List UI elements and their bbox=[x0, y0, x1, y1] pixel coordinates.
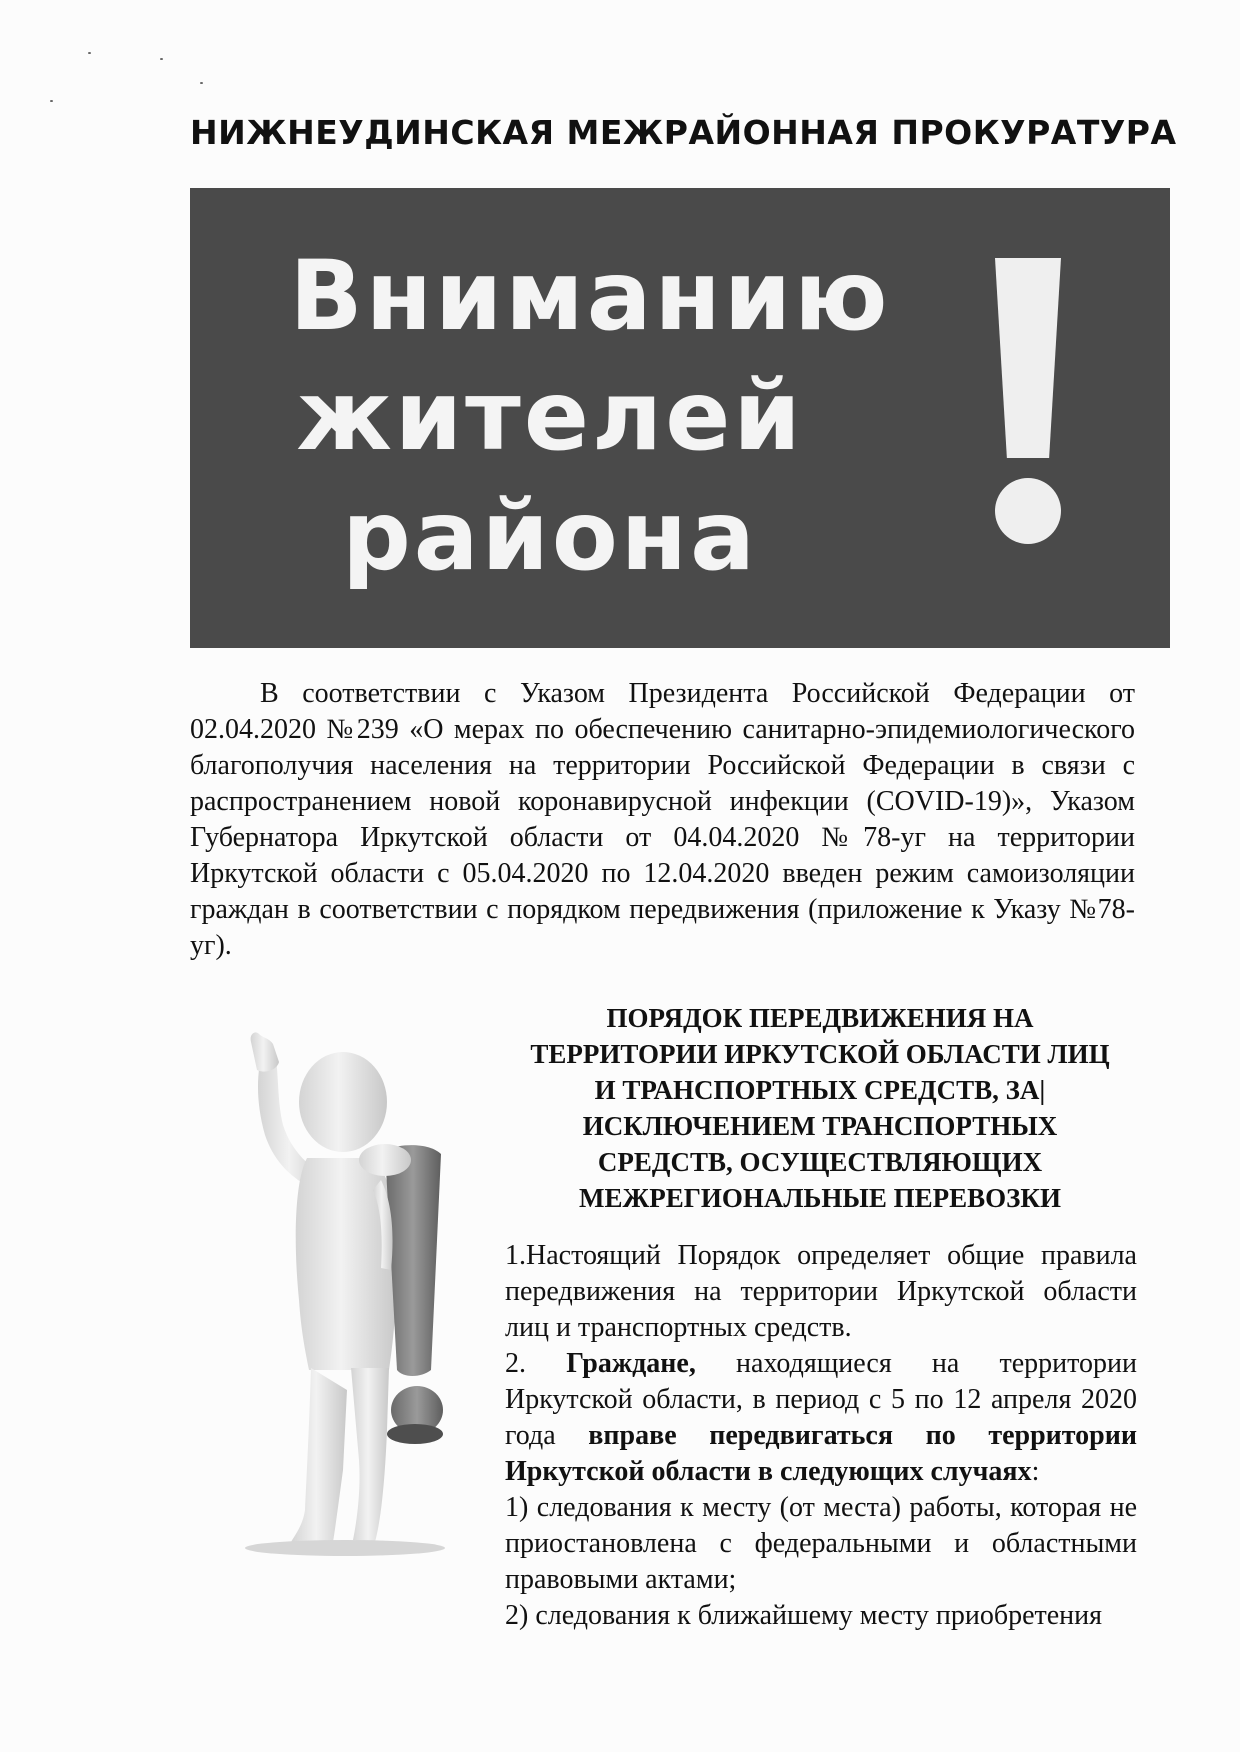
exclamation-dot-icon bbox=[995, 478, 1061, 544]
scan-speck bbox=[160, 58, 163, 60]
person-with-exclamation-illustration bbox=[235, 1030, 475, 1560]
order-title-line: МЕЖРЕГИОНАЛЬНЫЕ ПЕРЕВОЗКИ bbox=[579, 1183, 1061, 1213]
exclamation-mark-icon bbox=[995, 258, 1061, 458]
point-2-subject: Граждане, bbox=[566, 1348, 696, 1379]
order-points bbox=[505, 1238, 1137, 1634]
point-2 bbox=[505, 1346, 1137, 1490]
order-title-line: ПОРЯДОК ПЕРЕДВИЖЕНИЯ НА bbox=[606, 1003, 1034, 1033]
scan-speck bbox=[88, 52, 91, 54]
point-2-number: 2. bbox=[505, 1348, 567, 1379]
scan-speck bbox=[50, 100, 53, 102]
banner-line-1: Вниманию bbox=[289, 240, 891, 352]
point-2-text: находящиеся на территории Иркутской области, в период с 5 по 12 апреля 2020 года bbox=[505, 1348, 1137, 1451]
organization-title: НИЖНЕУДИНСКАЯ МЕЖРАЙОННАЯ ПРОКУРАТУРА bbox=[190, 113, 1177, 152]
banner-line-3: района bbox=[342, 480, 758, 592]
intro-paragraph: В соответствии с Указом Президента Российской Федерации от 02.04.2020 №239 «О мерах по обеспечению санитарно-эпидемиологического благополучия населения на территории Российской Федерации в связи с распространением новой коронавирусной инфекции (COVID-19)», Указом Губернатора Иркутской области от 04.04.2020 №78-уг на территории Иркутской области с 05.04.2020 по 12.04.2020 введен режим самоизоляции граждан в соответствии с порядком передвижения (приложение к Указу №78-уг). bbox=[190, 678, 1135, 961]
attention-banner bbox=[190, 188, 1170, 648]
point-1: 1.Настоящий Порядок определяет общие правила передвижения на территории Иркутской области лиц и транспортных средств. bbox=[505, 1240, 1137, 1343]
order-title-line: СРЕДСТВ, ОСУЩЕСТВЛЯЮЩИХ bbox=[597, 1147, 1043, 1177]
list-item-1: 1) следования к месту (от места) работы, которая не приостановлена с федеральными и областными правовыми актами; bbox=[505, 1492, 1137, 1595]
scan-speck bbox=[200, 82, 203, 84]
point-2-emphasis: вправе передвигаться по территории Иркутской области в следующих случаях bbox=[505, 1420, 1137, 1487]
order-title-line: ИСКЛЮЧЕНИЕМ ТРАНСПОРТНЫХ bbox=[582, 1111, 1058, 1141]
list-item-2: 2) следования к ближайшему месту приобретения bbox=[505, 1600, 1103, 1631]
order-title-line: ТЕРРИТОРИИ ИРКУТСКОЙ ОБЛАСТИ ЛИЦ bbox=[530, 1039, 1110, 1069]
order-title-line: И ТРАНСПОРТНЫХ СРЕДСТВ, ЗА| bbox=[594, 1075, 1046, 1105]
banner-line-2: жителей bbox=[296, 360, 804, 472]
order-title bbox=[495, 1000, 1145, 1216]
point-2-colon: : bbox=[1031, 1456, 1040, 1487]
